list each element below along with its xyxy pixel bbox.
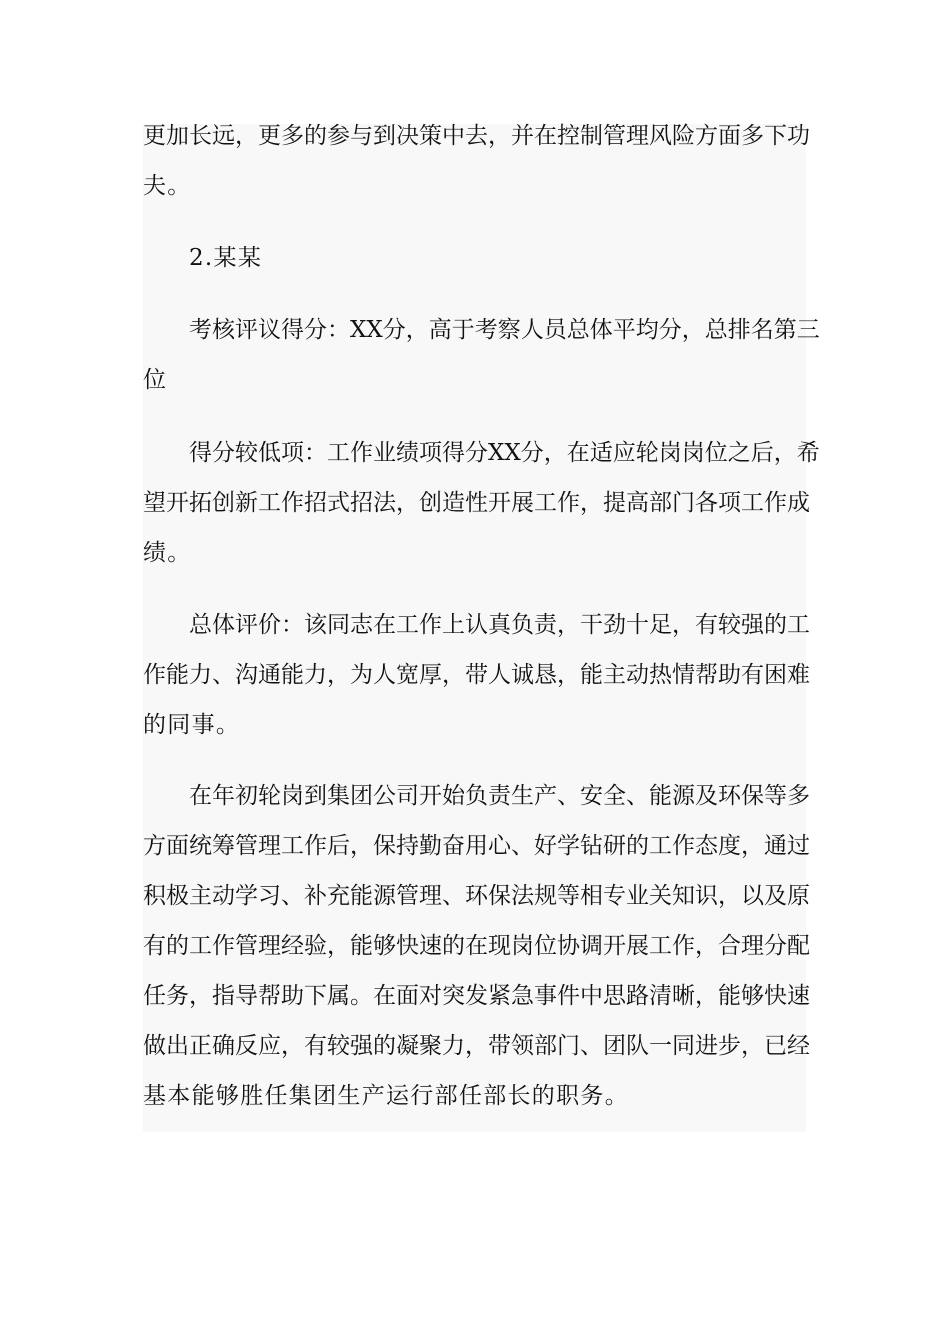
paragraph-line: 基本能够胜任集团生产运行部任部长的职务。 (143, 1083, 629, 1109)
section-heading: 2.某某 (189, 245, 263, 271)
document-text-block (143, 123, 820, 1132)
paragraph-line: 在年初轮岗到集团公司开始负责生产、安全、能源及环保等多 (189, 783, 810, 809)
paragraph-line: 作能力、沟通能力，为人宽厚，带人诚恳，能主动热情帮助有困难 (143, 662, 810, 688)
paragraph-line: 方面统筹管理工作后，保持勤奋用心、好学钻研的工作态度，通过 (143, 833, 810, 859)
paragraph-line: 做出正确反应，有较强的凝聚力，带领部门、团队一同进步，已经 (143, 1033, 810, 1059)
paragraph-line: 望开拓创新工作招式招法，创造性开展工作，提高部门各项工作成 (143, 490, 810, 516)
paragraph-line: 任务，指导帮助下属。在面对突发紧急事件中思路清晰，能够快速 (143, 983, 810, 1009)
paragraph-line: 有的工作管理经验，能够快速的在现岗位协调开展工作，合理分配 (143, 933, 810, 959)
paragraph-line: 总体评价：该同志在工作上认真负责，干劲十足，有较强的工 (189, 612, 810, 638)
paragraph-line: 得分较低项：工作业绩项得分XX分，在适应轮岗岗位之后，希 (189, 440, 820, 466)
paragraph-line: 考核评议得分：XX分，高于考察人员总体平均分，总排名第三 (189, 317, 820, 343)
paragraph-line: 位 (143, 367, 168, 393)
paragraph-line: 的同事。 (143, 712, 241, 738)
paragraph-line: 夫。 (143, 173, 192, 199)
paragraph-line: 积极主动学习、补充能源管理、环保法规等相专业关知识，以及原 (143, 883, 810, 909)
paragraph-line: 更加长远，更多的参与到决策中去，并在控制管理风险方面多下功 (143, 123, 810, 149)
paragraph-line: 绩。 (143, 540, 192, 566)
